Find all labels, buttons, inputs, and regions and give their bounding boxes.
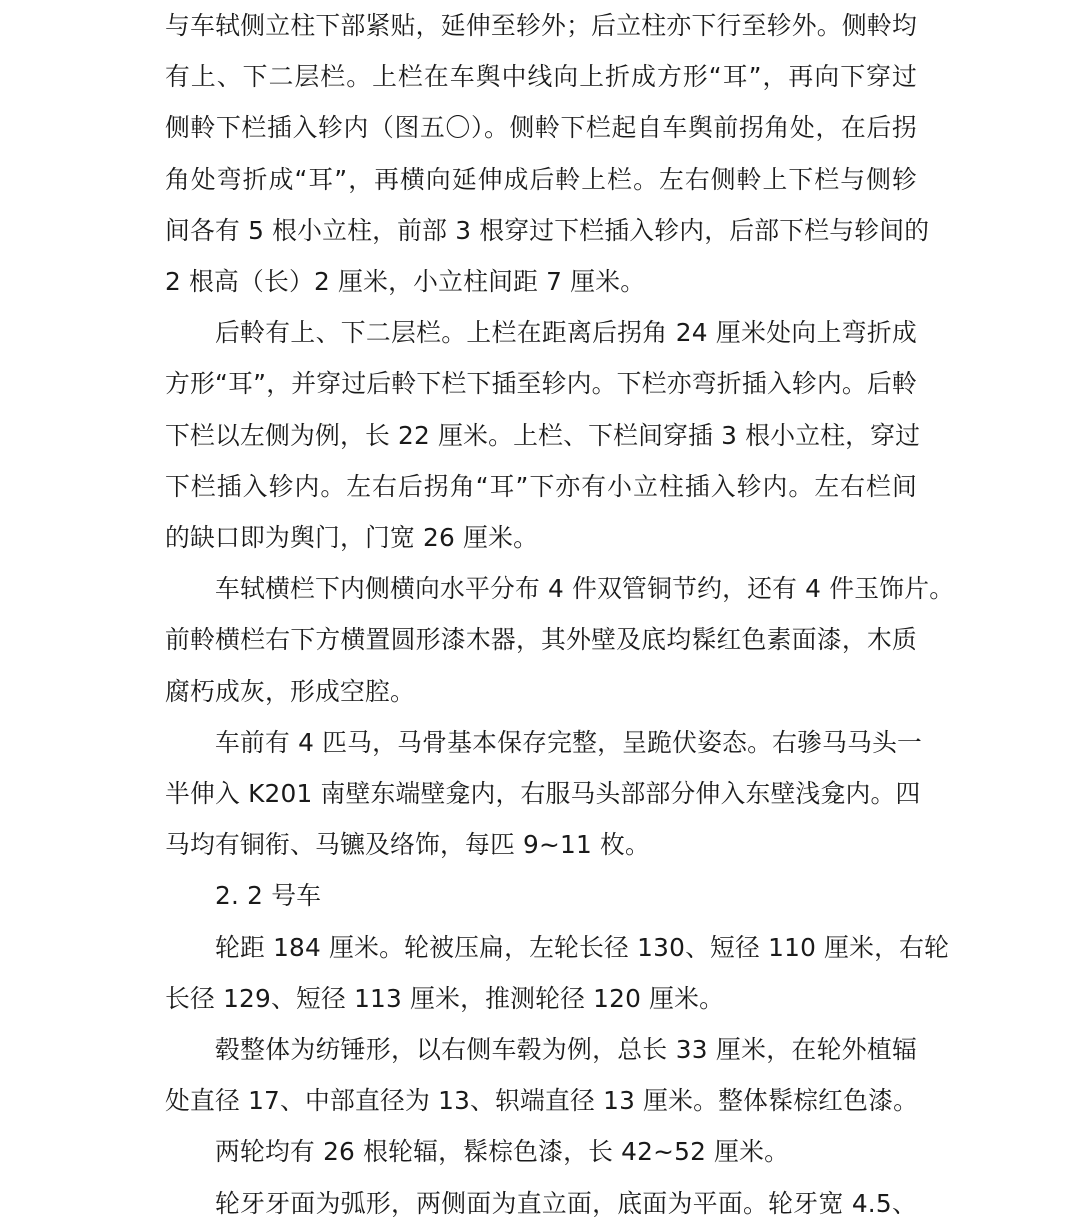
text-line: 下栏以左侧为例，长 22 厘米。上栏、下栏间穿插 3 根小立柱，穿过 — [165, 420, 921, 450]
text-line: 轮距 184 厘米。轮被压扁，左轮长径 130、短径 110 厘米，右轮 — [215, 932, 950, 962]
text-line: 长径 129、短径 113 厘米，推测轮径 120 厘米。 — [165, 983, 725, 1013]
text-line: 处直径 17、中部直径为 13、轵端直径 13 厘米。整体髹棕红色漆。 — [165, 1086, 919, 1116]
text-line: 2 根高（长）2 厘米，小立柱间距 7 厘米。 — [165, 267, 646, 296]
text-line: 前軨横栏右下方横置圆形漆木器，其外壁及底均髹红色素面漆，木质 — [165, 625, 917, 655]
text-line: 角处弯折成“耳”，再横向延伸成后軨上栏。左右侧軨上下栏与侧轸 — [165, 164, 917, 194]
text-line: 半伸入 K201 南壁东端壁龛内，右服马头部部分伸入东壁浅龛内。四 — [165, 779, 921, 808]
text-line: 腐朽成灰，形成空腔。 — [165, 676, 415, 706]
text-line: 下栏插入轸内。左右后拐角“耳”下亦有小立柱插入轸内。左右栏间 — [165, 471, 917, 501]
text-line: 方形“耳”，并穿过后軨下栏下插至轸内。下栏亦弯折插入轸内。后軨 — [165, 369, 917, 399]
text-line: 间各有 5 根小立柱，前部 3 根穿过下栏插入轸内，后部下栏与轸间的 — [165, 215, 930, 245]
text-line: 车前有 4 匹马，马骨基本保存完整，呈跪伏姿态。右骖马马头一 — [215, 727, 923, 757]
text-line: 马均有铜衔、马镳及络饰，每匹 9~11 枚。 — [165, 830, 651, 860]
text-line: 车轼横栏下内侧横向水平分布 4 件双管铜节约，还有 4 件玉饰片。 — [215, 574, 955, 604]
text-line: 与车轼侧立柱下部紧贴，延伸至轸外；后立柱亦下行至轸外。侧軨均 — [165, 11, 917, 40]
text-line: 轮牙牙面为弧形，两侧面为直立面，底面为平面。轮牙宽 4.5、 — [215, 1188, 917, 1218]
text-line: 后軨有上、下二层栏。上栏在距离后拐角 24 厘米处向上弯折成 — [215, 318, 917, 348]
text-line: 毂整体为纺锤形，以右侧车毂为例，总长 33 厘米，在轮外植辐 — [215, 1035, 917, 1064]
text-line: 两轮均有 26 根轮辐，髹棕色漆，长 42~52 厘米。 — [215, 1137, 790, 1167]
section-heading: 2. 2 号车 — [215, 881, 322, 911]
text-line: 的缺口即为舆门，门宽 26 厘米。 — [165, 523, 539, 552]
text-line: 侧軨下栏插入轸内（图五〇）。侧軨下栏起自车舆前拐角处，在后拐 — [165, 113, 917, 143]
text-line: 有上、下二层栏。上栏在车舆中线向上折成方形“耳”，再向下穿过 — [165, 62, 917, 92]
